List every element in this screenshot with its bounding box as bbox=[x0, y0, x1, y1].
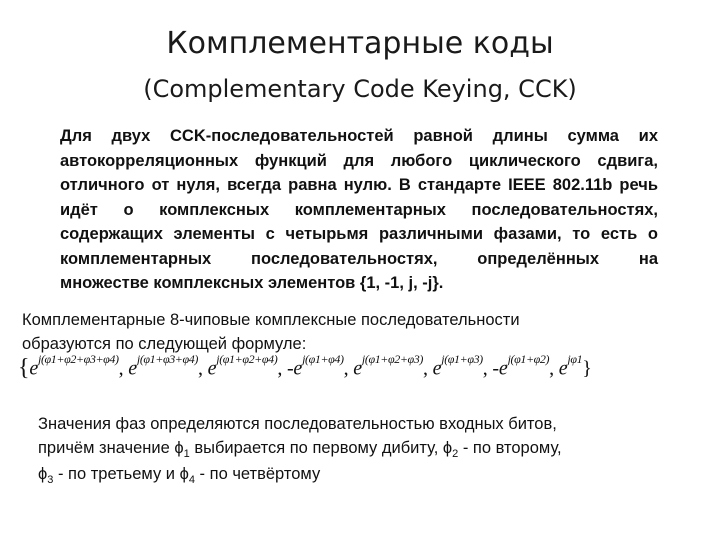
paragraph-line: множестве комплексных элементов {1, -1, j, -j}. bbox=[60, 274, 444, 292]
slide-subtitle: (Complementary Code Keying, CCK) bbox=[143, 75, 577, 103]
paragraph-line: содержащих элементы с четырьмя различными фазами, то есть о bbox=[60, 225, 658, 243]
cck-formula bbox=[18, 352, 708, 403]
formula-term: $e^{j(\varphi 1+\varphi 2+\varphi 3)}$, bbox=[353, 352, 428, 380]
paragraph-line: комплементарных последовательностях, определённых на bbox=[60, 249, 658, 268]
phase-line: причём значение $\phi_1$ выбирается по первому дибиту, $\phi_2$ - по второму, bbox=[38, 439, 562, 460]
formula-term: $-e^{j(\varphi 1+\varphi 2)}$, bbox=[492, 352, 554, 380]
description-paragraph bbox=[60, 124, 658, 296]
phase-line: $\phi_3$ - по третьему и $\phi_4$ - по четвёртому bbox=[38, 465, 321, 486]
formula-term: $e^{j(\varphi 1+\varphi 2+\varphi 3+\varphi 4)}$, bbox=[29, 352, 124, 380]
formula-term: $e^{j\varphi 1}$} bbox=[558, 352, 592, 380]
formula-term: $e^{j(\varphi 1+\varphi 2+\varphi 4)}$, bbox=[207, 352, 283, 380]
paragraph-line: идёт о комплексных комплементарных последовательностях, bbox=[60, 200, 658, 219]
formula-term: $-e^{j(\varphi 1+\varphi 4)}$, bbox=[286, 352, 349, 380]
formula-intro bbox=[22, 308, 662, 356]
phase-line: Значения фаз определяются последовательностью входных битов, bbox=[38, 415, 557, 433]
phase-description bbox=[38, 412, 678, 488]
paragraph-line: отличного от нуля, всегда равна нулю. В стандарте IEEE 802.11b речь bbox=[60, 176, 658, 194]
formula-term: $e^{j(\varphi 1+\varphi 3)}$, bbox=[432, 352, 488, 380]
paragraph-line: автокорреляционных функций для любого циклического сдвига, bbox=[60, 151, 658, 170]
paragraph-line: Для двух CCK-последовательностей равной длины сумма их bbox=[60, 127, 658, 145]
formula-open-brace: { bbox=[18, 355, 30, 381]
formula-term: $e^{j(\varphi 1+\varphi 3+\varphi 4)}$, bbox=[128, 352, 203, 380]
slide-title: Комплементарные коды bbox=[166, 26, 554, 61]
intro-line: образуются по следующей формуле: bbox=[22, 335, 307, 353]
intro-line: Комплементарные 8-чиповые комплексные последовательности bbox=[22, 311, 520, 329]
